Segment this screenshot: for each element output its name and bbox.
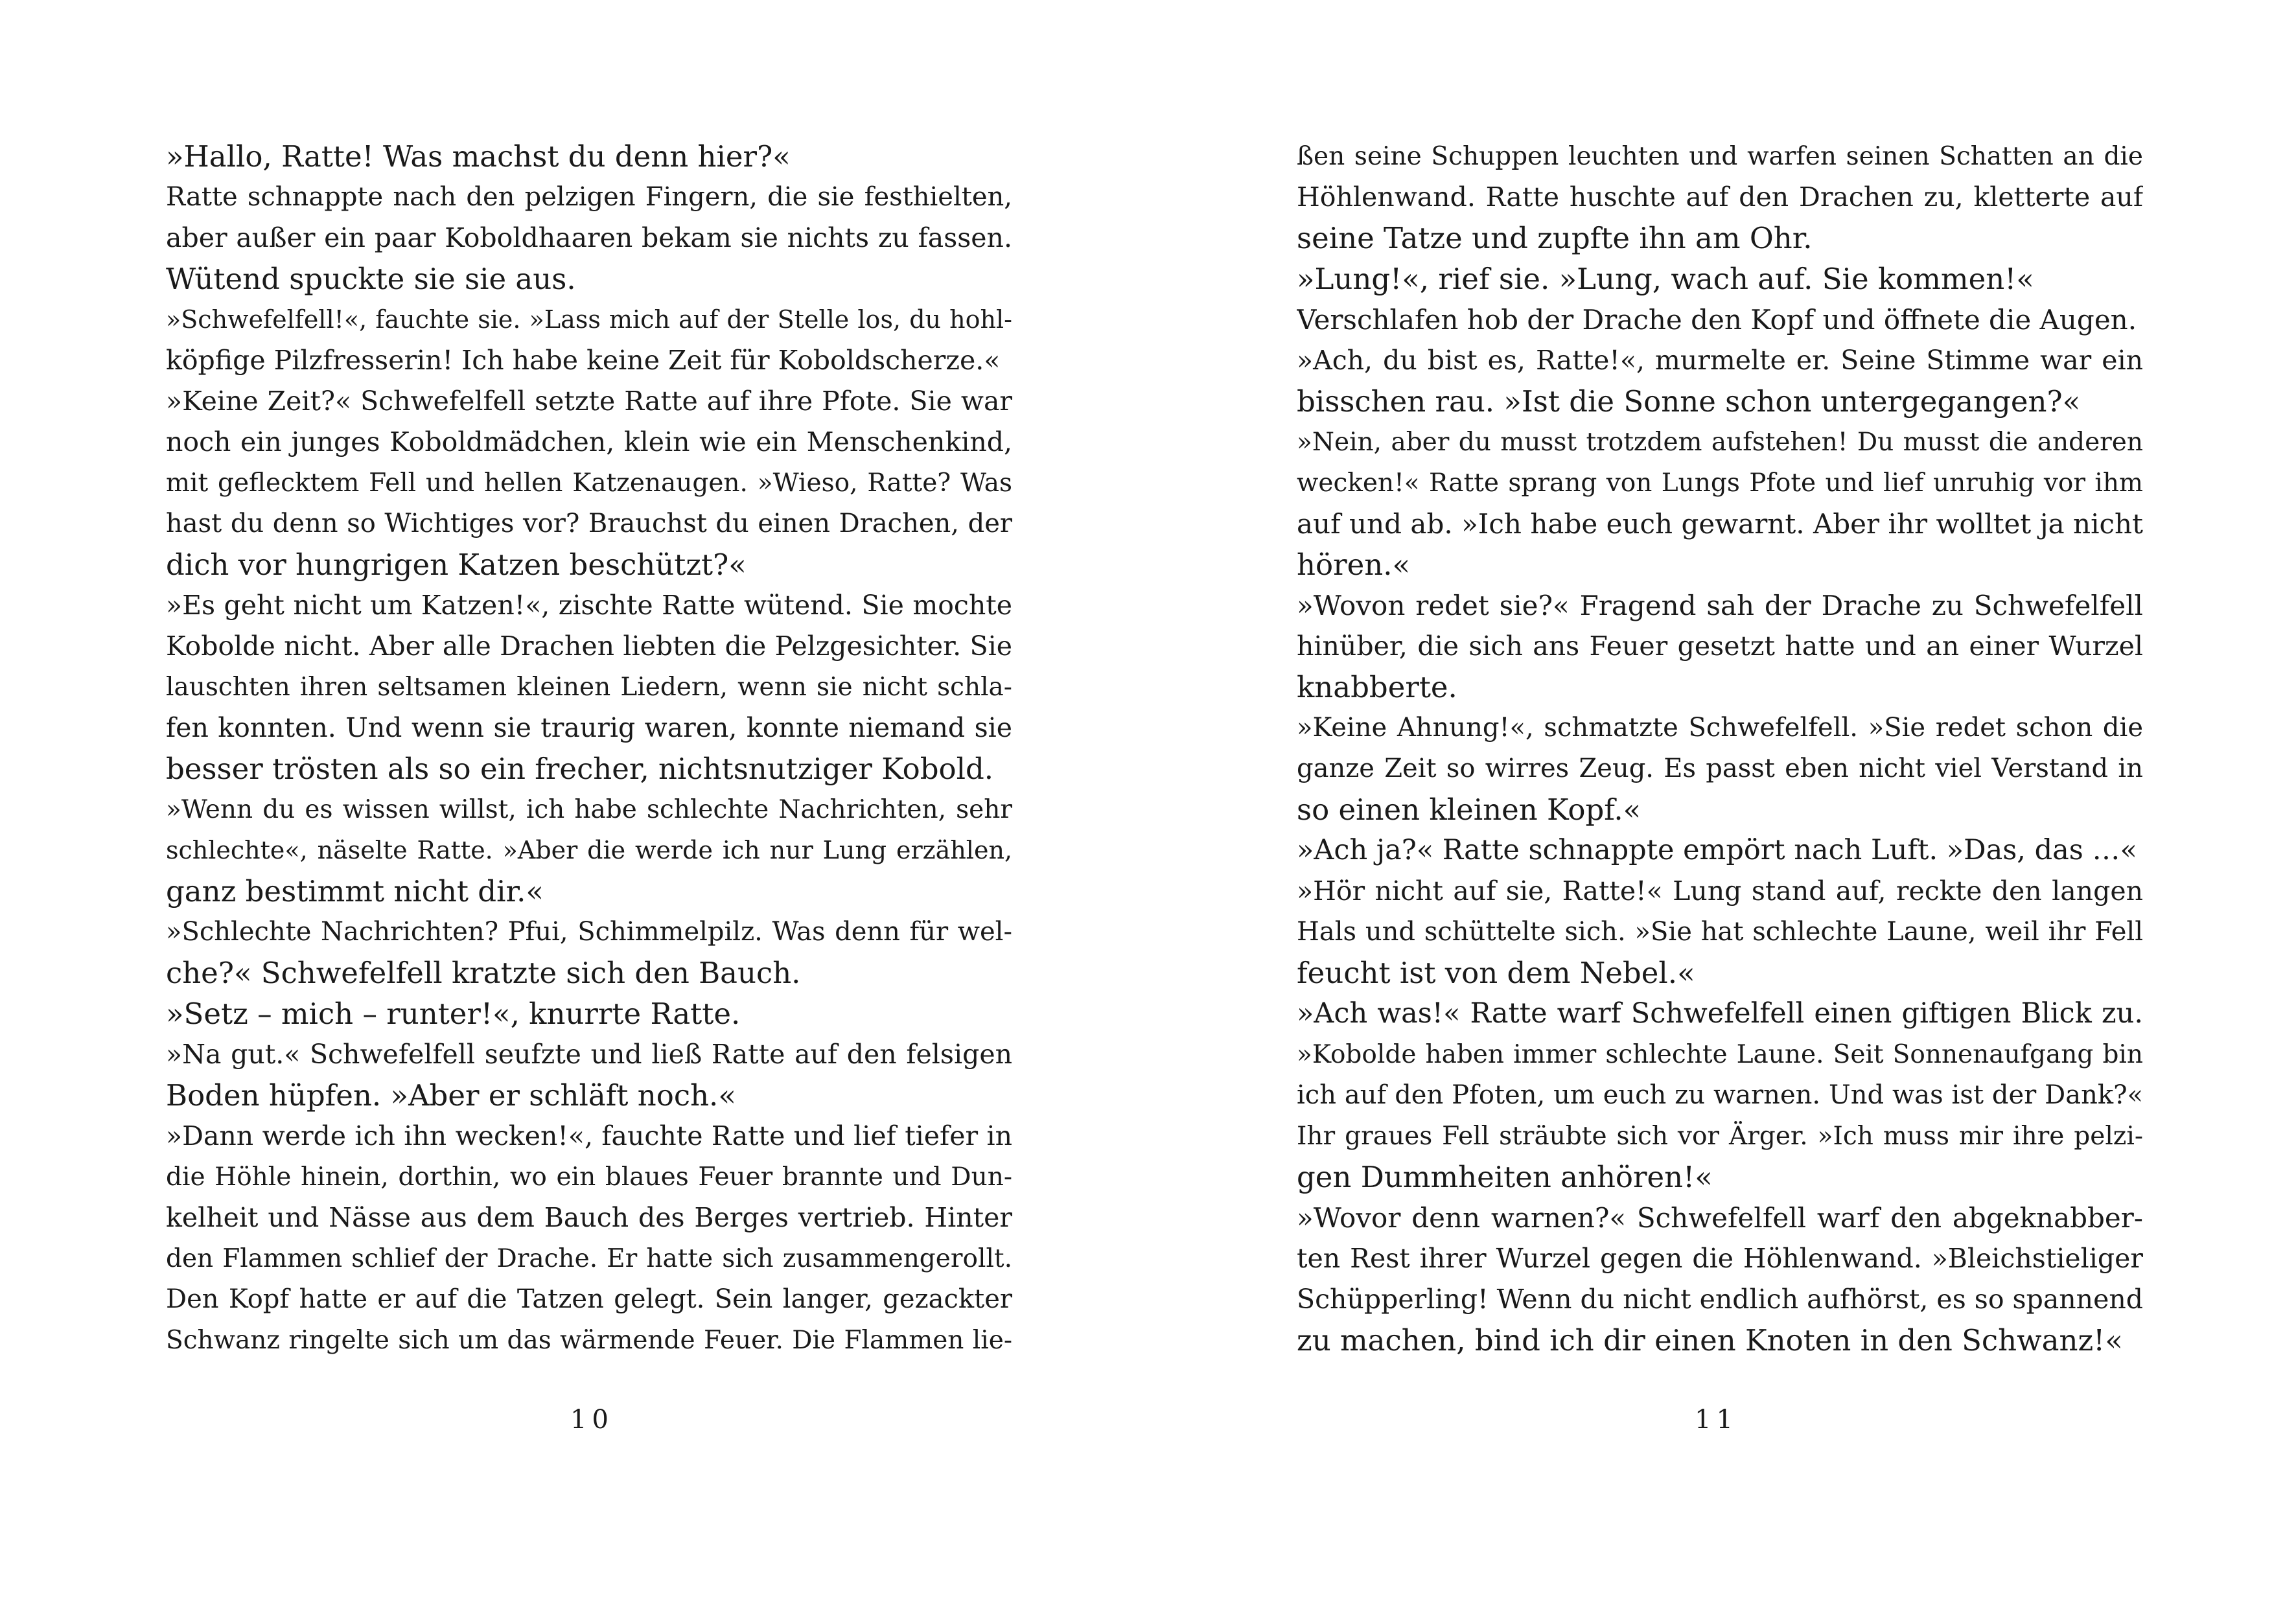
text-line: Ratte schnappte nach den pelzigen Fingern, die sie festhielten,: [166, 182, 1012, 212]
text-line: feucht ist von dem Nebel.«: [1297, 956, 1695, 990]
text-line: »Es geht nicht um Katzen!«, zischte Ratte wütend. Sie mochte: [166, 590, 1012, 621]
left-page-number: 10: [570, 1405, 614, 1435]
text-line: ganz bestimmt nicht dir.«: [166, 874, 544, 908]
text-line: »Wenn du es wissen willst, ich habe schlechte Nachrichten, sehr: [166, 795, 1012, 824]
right-page-number: 11: [1695, 1405, 1738, 1435]
text-line: »Setz – mich – runter!«, knurrte Ratte.: [166, 997, 741, 1031]
text-line: »Na gut.« Schwefelfell seufzte und ließ Ratte auf den felsigen: [166, 1039, 1012, 1070]
text-line: besser trösten als so ein frecher, nichtsnutziger Kobold.: [166, 752, 994, 786]
text-line: »Hör nicht auf sie, Ratte!« Lung stand auf, reckte den langen: [1297, 875, 2143, 907]
text-line: hören.«: [1297, 548, 1411, 582]
text-line: ten Rest ihrer Wurzel gegen die Höhlenwand. »Bleichstieliger: [1297, 1243, 2143, 1274]
text-line: aber außer ein paar Koboldhaaren bekam sie nichts zu fassen.: [166, 222, 1012, 253]
right-page: [1148, 0, 2295, 1607]
text-line: Boden hüpfen. »Aber er schläft noch.«: [166, 1078, 736, 1113]
text-line: ganze Zeit so wirres Zeug. Es passt eben nicht viel Verstand in: [1297, 754, 2143, 783]
text-line: Hals und schüttelte sich. »Sie hat schlechte Laune, weil ihr Fell: [1297, 917, 2143, 947]
text-line: Kobolde nicht. Aber alle Drachen liebten die Pelzgesichter. Sie: [166, 630, 1012, 662]
text-line: den Flammen schlief der Drache. Er hatte sich zusammengerollt.: [166, 1244, 1012, 1273]
text-line: dich vor hungrigen Katzen beschützt?«: [166, 548, 747, 582]
text-line: »Schwefelfell!«, fauchte sie. »Lass mich auf der Stelle los, du hohl-: [166, 305, 1012, 334]
text-line: »Hallo, Ratte! Was machst du denn hier?«: [166, 139, 791, 174]
text-line: Schwanz ringelte sich um das wärmende Feuer. Die Flammen lie-: [166, 1326, 1012, 1355]
text-line: ßen seine Schuppen leuchten und warfen seinen Schatten an die: [1297, 142, 2143, 171]
text-line: schlechte«, näselte Ratte. »Aber die werde ich nur Lung erzählen,: [166, 836, 1012, 864]
text-line: gen Dummheiten anhören!«: [1297, 1160, 1713, 1194]
text-line: köpfige Pilzfresserin! Ich habe keine Zeit für Koboldscherze.«: [166, 345, 1001, 376]
text-line: Ihr graues Fell sträubte sich vor Ärger. »Ich muss mir ihre pelzi-: [1297, 1122, 2143, 1151]
text-line: Wütend spuckte sie sie aus.: [166, 262, 576, 296]
text-line: Schüpperling! Wenn du nicht endlich aufhörst, es so spannend: [1297, 1284, 2143, 1315]
text-line: ich auf den Pfoten, um euch zu warnen. Und was ist der Dank?«: [1297, 1080, 2143, 1110]
text-line: hinüber, die sich ans Feuer gesetzt hatte und an einer Wurzel: [1297, 630, 2143, 662]
text-line: bisschen rau. »Ist die Sonne schon untergegangen?«: [1297, 384, 2081, 419]
text-line: lauschten ihren seltsamen kleinen Liedern, wenn sie nicht schla-: [166, 673, 1012, 702]
text-line: kelheit und Nässe aus dem Bauch des Berges vertrieb. Hinter: [166, 1202, 1012, 1233]
text-line: »Ach, du bist es, Ratte!«, murmelte er. Seine Stimme war ein: [1297, 345, 2143, 376]
text-line: zu machen, bind ich dir einen Knoten in den Schwanz!«: [1297, 1323, 2123, 1358]
left-page-text: [166, 136, 1012, 1361]
text-line: »Ach ja?« Ratte schnappte empört nach Luft. »Das, das …«: [1297, 834, 2137, 866]
text-line: »Lung!«, rief sie. »Lung, wach auf. Sie kommen!«: [1297, 262, 2034, 296]
text-line: »Nein, aber du musst trotzdem aufstehen! Du musst die anderen: [1297, 428, 2143, 457]
text-line: »Keine Zeit?« Schwefelfell setzte Ratte auf ihre Pfote. Sie war: [166, 386, 1012, 417]
text-line: »Keine Ahnung!«, schmatzte Schwefelfell. »Sie redet schon die: [1297, 713, 2143, 743]
text-line: die Höhle hinein, dorthin, wo ein blaues Feuer brannte und Dun-: [166, 1162, 1012, 1192]
text-line: auf und ab. »Ich habe euch gewarnt. Aber ihr wolltet ja nicht: [1297, 508, 2143, 540]
text-line: »Wovor denn warnen?« Schwefelfell warf den abgeknabber-: [1297, 1202, 2143, 1234]
text-line: »Wovon redet sie?« Fragend sah der Drache zu Schwefelfell: [1297, 590, 2143, 621]
text-line: »Dann werde ich ihn wecken!«, fauchte Ratte und lief tiefer in: [166, 1120, 1012, 1151]
text-line: so einen kleinen Kopf.«: [1297, 792, 1641, 827]
text-line: seine Tatze und zupfte ihn am Ohr.: [1297, 221, 1813, 255]
text-line: knabberte.: [1297, 670, 1457, 704]
text-line: Verschlafen hob der Drache den Kopf und öffnete die Augen.: [1297, 304, 2137, 336]
text-line: wecken!« Ratte sprang von Lungs Pfote und lief unruhig vor ihm: [1297, 468, 2143, 498]
text-line: Den Kopf hatte er auf die Tatzen gelegt. Sein langer, gezackter: [166, 1284, 1012, 1314]
text-line: che?« Schwefelfell kratzte sich den Bauch.: [166, 956, 801, 990]
right-page-text: [1297, 136, 2143, 1361]
text-line: noch ein junges Koboldmädchen, klein wie ein Menschenkind,: [166, 426, 1012, 457]
text-line: fen konnten. Und wenn sie traurig waren, konnte niemand sie: [166, 712, 1012, 743]
text-line: »Schlechte Nachrichten? Pfui, Schimmelpilz. Was denn für wel-: [166, 917, 1012, 947]
text-line: »Kobolde haben immer schlechte Laune. Seit Sonnenaufgang bin: [1297, 1040, 2143, 1069]
text-line: mit geflecktem Fell und hellen Katzenaugen. »Wieso, Ratte? Was: [166, 468, 1012, 498]
text-line: »Ach was!« Ratte warf Schwefelfell einen giftigen Blick zu.: [1297, 997, 2143, 1030]
text-line: Höhlenwand. Ratte huschte auf den Drachen zu, kletterte auf: [1297, 181, 2143, 213]
text-line: hast du denn so Wichtiges vor? Brauchst du einen Drachen, der: [166, 509, 1012, 538]
